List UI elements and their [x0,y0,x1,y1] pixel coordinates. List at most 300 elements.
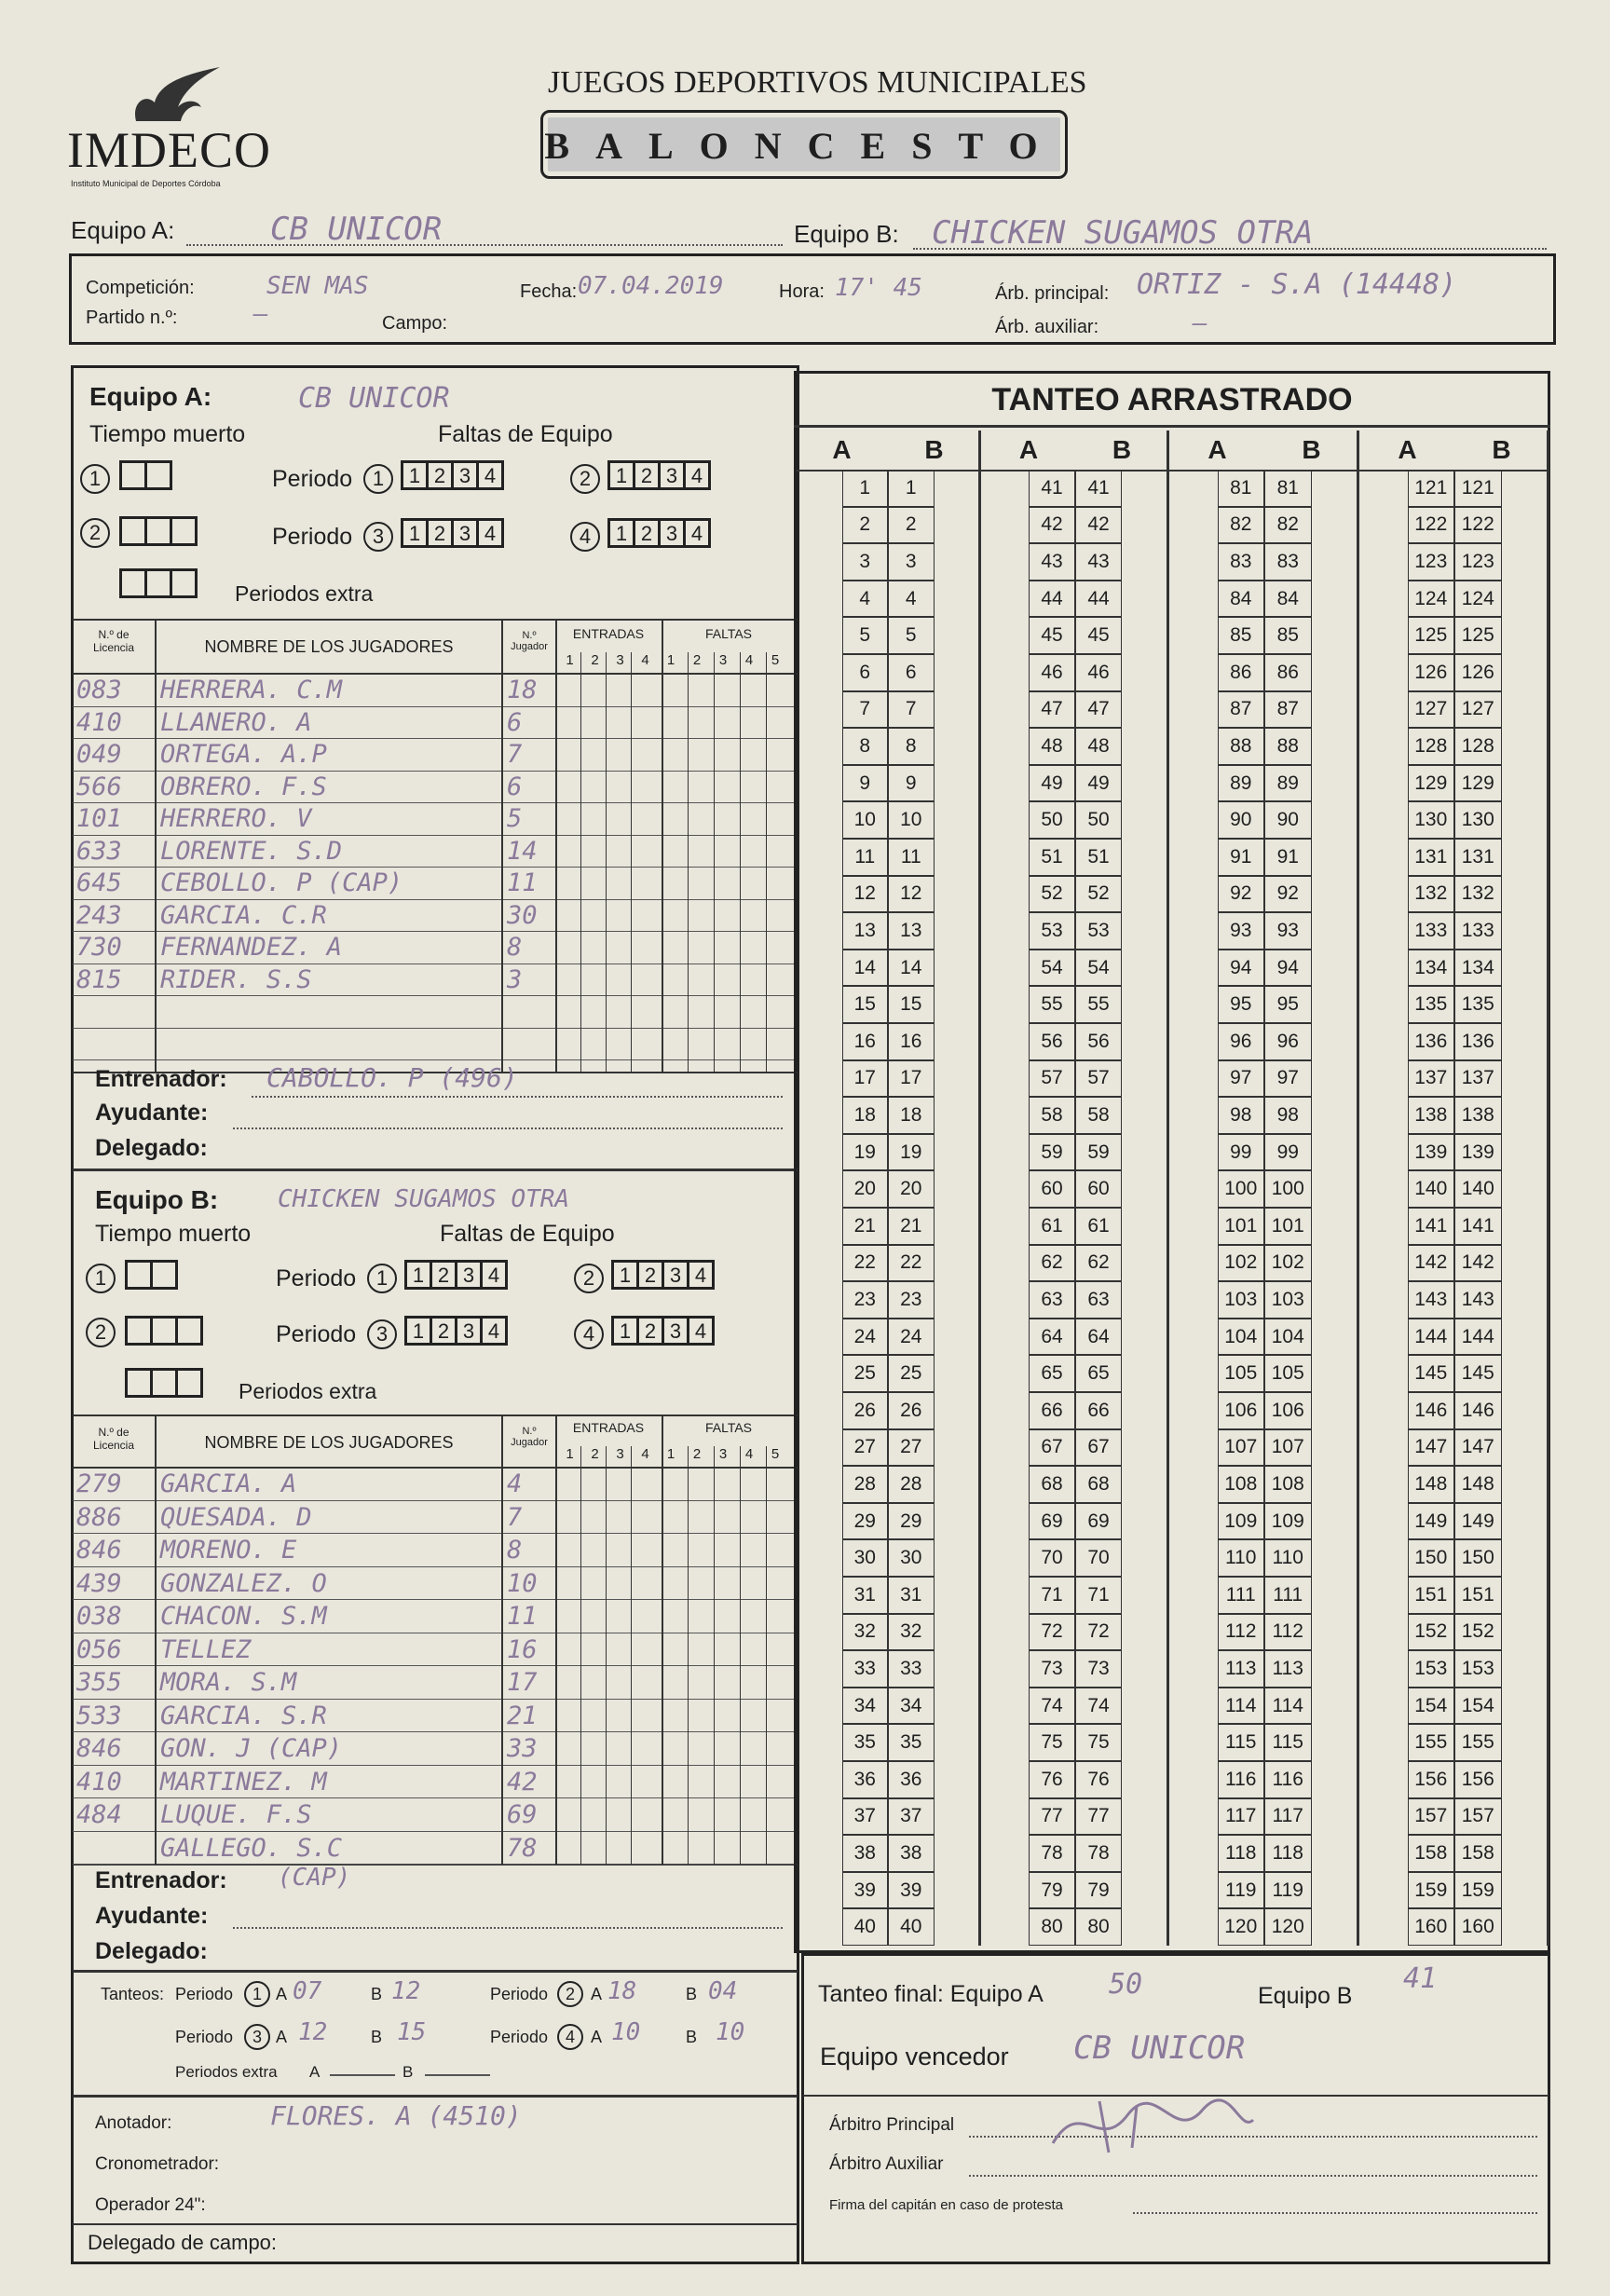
team-b-timeouts-2[interactable] [125,1316,200,1350]
score-cell-a[interactable]: 126 [1408,654,1455,691]
score-cell-b[interactable]: 75 [1075,1724,1122,1761]
score-cell-b[interactable]: 104 [1264,1319,1312,1356]
score-cell-a[interactable]: 48 [1029,728,1075,765]
score-cell-b[interactable]: 101 [1264,1208,1312,1245]
score-cell-a[interactable]: 89 [1218,765,1265,802]
score-cell-b[interactable]: 145 [1454,1355,1502,1392]
score-cell-b[interactable]: 135 [1454,986,1502,1023]
score-cell-b[interactable]: 157 [1454,1798,1502,1836]
score-cell-a[interactable]: 16 [842,1023,889,1060]
score-cell-a[interactable]: 138 [1408,1097,1455,1134]
score-cell-a[interactable]: 60 [1029,1170,1075,1208]
score-cell-b[interactable]: 152 [1454,1614,1502,1651]
score-cell-a[interactable]: 123 [1408,543,1455,581]
score-cell-b[interactable]: 117 [1264,1798,1312,1836]
score-cell-b[interactable]: 23 [888,1281,935,1319]
score-cell-b[interactable]: 48 [1075,728,1122,765]
score-cell-b[interactable]: 127 [1454,691,1502,729]
score-cell-a[interactable]: 27 [842,1429,889,1467]
score-cell-b[interactable]: 109 [1264,1503,1312,1540]
score-cell-a[interactable]: 156 [1408,1761,1455,1798]
team-a-fouls-p2[interactable]: 1 2 3 4 [607,460,708,490]
score-cell-a[interactable]: 47 [1029,691,1075,729]
score-cell-b[interactable]: 90 [1264,801,1312,839]
score-cell-a[interactable]: 24 [842,1319,889,1356]
score-cell-a[interactable]: 63 [1029,1281,1075,1319]
score-cell-a[interactable]: 26 [842,1392,889,1429]
score-cell-b[interactable]: 112 [1264,1614,1312,1651]
score-cell-a[interactable]: 45 [1029,617,1075,654]
score-cell-a[interactable]: 2 [842,507,889,544]
score-cell-a[interactable]: 76 [1029,1761,1075,1798]
score-cell-a[interactable]: 134 [1408,950,1455,987]
score-cell-a[interactable]: 143 [1408,1281,1455,1319]
score-cell-a[interactable]: 68 [1029,1466,1075,1503]
score-cell-b[interactable]: 92 [1264,876,1312,913]
score-cell-a[interactable]: 61 [1029,1208,1075,1245]
score-cell-a[interactable]: 117 [1218,1798,1265,1836]
score-cell-a[interactable]: 78 [1029,1835,1075,1872]
score-cell-a[interactable]: 15 [842,986,889,1023]
score-cell-b[interactable]: 118 [1264,1835,1312,1872]
score-cell-b[interactable]: 35 [888,1724,935,1761]
score-cell-b[interactable]: 43 [1075,543,1122,581]
score-cell-a[interactable]: 77 [1029,1798,1075,1836]
score-cell-a[interactable]: 28 [842,1466,889,1503]
score-cell-b[interactable]: 1 [888,470,935,507]
score-cell-b[interactable]: 19 [888,1134,935,1171]
score-cell-a[interactable]: 52 [1029,876,1075,913]
score-cell-b[interactable]: 120 [1264,1908,1312,1946]
score-cell-a[interactable]: 127 [1408,691,1455,729]
score-cell-b[interactable]: 124 [1454,581,1502,618]
score-cell-b[interactable]: 150 [1454,1539,1502,1577]
score-cell-a[interactable]: 51 [1029,839,1075,876]
score-cell-b[interactable]: 105 [1264,1355,1312,1392]
score-cell-a[interactable]: 41 [1029,470,1075,507]
score-cell-b[interactable]: 143 [1454,1281,1502,1319]
score-cell-a[interactable]: 115 [1218,1724,1265,1761]
score-cell-a[interactable]: 65 [1029,1355,1075,1392]
score-cell-b[interactable]: 3 [888,543,935,581]
score-cell-b[interactable]: 129 [1454,765,1502,802]
score-cell-b[interactable]: 40 [888,1908,935,1946]
team-a-timeouts-extra[interactable] [119,568,195,603]
score-cell-a[interactable]: 20 [842,1170,889,1208]
score-cell-b[interactable]: 8 [888,728,935,765]
score-cell-a[interactable]: 40 [842,1908,889,1946]
score-cell-a[interactable]: 95 [1218,986,1265,1023]
score-cell-b[interactable]: 10 [888,801,935,839]
score-cell-a[interactable]: 159 [1408,1872,1455,1909]
score-cell-a[interactable]: 30 [842,1539,889,1577]
score-cell-a[interactable]: 19 [842,1134,889,1171]
score-cell-b[interactable]: 13 [888,912,935,950]
score-cell-a[interactable]: 107 [1218,1429,1265,1467]
score-cell-a[interactable]: 25 [842,1355,889,1392]
score-cell-b[interactable]: 2 [888,507,935,544]
score-cell-b[interactable]: 63 [1075,1281,1122,1319]
score-cell-a[interactable]: 79 [1029,1872,1075,1909]
score-cell-a[interactable]: 113 [1218,1650,1265,1688]
score-cell-a[interactable]: 155 [1408,1724,1455,1761]
score-cell-b[interactable]: 32 [888,1614,935,1651]
score-cell-a[interactable]: 151 [1408,1577,1455,1614]
score-cell-b[interactable]: 123 [1454,543,1502,581]
score-cell-b[interactable]: 47 [1075,691,1122,729]
score-cell-b[interactable]: 6 [888,654,935,691]
score-cell-a[interactable]: 82 [1218,507,1265,544]
score-cell-b[interactable]: 98 [1264,1097,1312,1134]
score-cell-a[interactable]: 96 [1218,1023,1265,1060]
score-cell-b[interactable]: 130 [1454,801,1502,839]
score-cell-a[interactable]: 144 [1408,1319,1455,1356]
score-cell-b[interactable]: 21 [888,1208,935,1245]
score-cell-b[interactable]: 84 [1264,581,1312,618]
score-cell-a[interactable]: 32 [842,1614,889,1651]
score-cell-b[interactable]: 148 [1454,1466,1502,1503]
score-cell-b[interactable]: 73 [1075,1650,1122,1688]
score-cell-b[interactable]: 149 [1454,1503,1502,1540]
score-cell-a[interactable]: 84 [1218,581,1265,618]
score-cell-b[interactable]: 37 [888,1798,935,1836]
score-cell-a[interactable]: 38 [842,1835,889,1872]
score-cell-b[interactable]: 156 [1454,1761,1502,1798]
score-cell-b[interactable]: 87 [1264,691,1312,729]
score-cell-b[interactable]: 54 [1075,950,1122,987]
score-cell-b[interactable]: 45 [1075,617,1122,654]
score-cell-a[interactable]: 35 [842,1724,889,1761]
score-cell-b[interactable]: 137 [1454,1060,1502,1098]
score-cell-b[interactable]: 116 [1264,1761,1312,1798]
score-cell-a[interactable]: 31 [842,1577,889,1614]
score-cell-b[interactable]: 17 [888,1060,935,1098]
score-cell-a[interactable]: 91 [1218,839,1265,876]
score-cell-a[interactable]: 109 [1218,1503,1265,1540]
score-cell-a[interactable]: 112 [1218,1614,1265,1651]
score-cell-b[interactable]: 60 [1075,1170,1122,1208]
score-cell-b[interactable]: 151 [1454,1577,1502,1614]
score-cell-b[interactable]: 119 [1264,1872,1312,1909]
score-cell-a[interactable]: 37 [842,1798,889,1836]
score-cell-b[interactable]: 28 [888,1466,935,1503]
score-cell-a[interactable]: 87 [1218,691,1265,729]
score-cell-b[interactable]: 9 [888,765,935,802]
score-cell-a[interactable]: 11 [842,839,889,876]
score-cell-a[interactable]: 42 [1029,507,1075,544]
score-cell-a[interactable]: 50 [1029,801,1075,839]
score-cell-a[interactable]: 54 [1029,950,1075,987]
score-cell-b[interactable]: 31 [888,1577,935,1614]
score-cell-b[interactable]: 160 [1454,1908,1502,1946]
score-cell-b[interactable]: 49 [1075,765,1122,802]
score-cell-b[interactable]: 122 [1454,507,1502,544]
score-cell-b[interactable]: 144 [1454,1319,1502,1356]
score-cell-a[interactable]: 158 [1408,1835,1455,1872]
score-cell-a[interactable]: 128 [1408,728,1455,765]
score-cell-b[interactable]: 71 [1075,1577,1122,1614]
score-cell-a[interactable]: 137 [1408,1060,1455,1098]
score-cell-a[interactable]: 106 [1218,1392,1265,1429]
score-cell-a[interactable]: 147 [1408,1429,1455,1467]
score-cell-b[interactable]: 85 [1264,617,1312,654]
score-cell-b[interactable]: 11 [888,839,935,876]
score-cell-a[interactable]: 111 [1218,1577,1265,1614]
score-cell-a[interactable]: 94 [1218,950,1265,987]
score-cell-b[interactable]: 91 [1264,839,1312,876]
score-cell-a[interactable]: 120 [1218,1908,1265,1946]
score-cell-b[interactable]: 97 [1264,1060,1312,1098]
score-cell-b[interactable]: 140 [1454,1170,1502,1208]
score-cell-a[interactable]: 101 [1218,1208,1265,1245]
score-cell-a[interactable]: 33 [842,1650,889,1688]
score-cell-a[interactable]: 121 [1408,470,1455,507]
score-cell-a[interactable]: 132 [1408,876,1455,913]
score-cell-a[interactable]: 8 [842,728,889,765]
score-cell-b[interactable]: 94 [1264,950,1312,987]
score-cell-a[interactable]: 83 [1218,543,1265,581]
score-cell-a[interactable]: 141 [1408,1208,1455,1245]
team-b-fouls-p3[interactable]: 1 2 3 4 [404,1316,505,1346]
score-cell-b[interactable]: 102 [1264,1245,1312,1282]
score-cell-b[interactable]: 103 [1264,1281,1312,1319]
score-cell-b[interactable]: 7 [888,691,935,729]
team-b-timeouts-1[interactable] [125,1260,175,1294]
score-cell-a[interactable]: 72 [1029,1614,1075,1651]
score-cell-b[interactable]: 27 [888,1429,935,1467]
score-cell-b[interactable]: 111 [1264,1577,1312,1614]
score-cell-a[interactable]: 13 [842,912,889,950]
score-cell-b[interactable]: 51 [1075,839,1122,876]
score-cell-a[interactable]: 104 [1218,1319,1265,1356]
score-cell-a[interactable]: 14 [842,950,889,987]
score-cell-b[interactable]: 5 [888,617,935,654]
score-cell-b[interactable]: 134 [1454,950,1502,987]
score-cell-a[interactable]: 71 [1029,1577,1075,1614]
score-cell-b[interactable]: 77 [1075,1798,1122,1836]
score-cell-b[interactable]: 64 [1075,1319,1122,1356]
score-cell-a[interactable]: 85 [1218,617,1265,654]
score-cell-b[interactable]: 133 [1454,912,1502,950]
score-cell-a[interactable]: 139 [1408,1134,1455,1171]
score-cell-b[interactable]: 83 [1264,543,1312,581]
score-cell-b[interactable]: 30 [888,1539,935,1577]
score-cell-a[interactable]: 22 [842,1245,889,1282]
score-cell-a[interactable]: 49 [1029,765,1075,802]
score-cell-b[interactable]: 82 [1264,507,1312,544]
score-cell-a[interactable]: 4 [842,581,889,618]
score-cell-a[interactable]: 59 [1029,1134,1075,1171]
score-cell-b[interactable]: 95 [1264,986,1312,1023]
score-cell-a[interactable]: 124 [1408,581,1455,618]
score-cell-b[interactable]: 16 [888,1023,935,1060]
score-cell-a[interactable]: 1 [842,470,889,507]
score-cell-a[interactable]: 103 [1218,1281,1265,1319]
score-cell-b[interactable]: 67 [1075,1429,1122,1467]
score-cell-b[interactable]: 66 [1075,1392,1122,1429]
score-cell-a[interactable]: 146 [1408,1392,1455,1429]
score-cell-b[interactable]: 39 [888,1872,935,1909]
score-cell-b[interactable]: 58 [1075,1097,1122,1134]
score-cell-b[interactable]: 139 [1454,1134,1502,1171]
score-cell-a[interactable]: 73 [1029,1650,1075,1688]
score-cell-b[interactable]: 41 [1075,470,1122,507]
score-cell-a[interactable]: 5 [842,617,889,654]
team-a-timeouts-2[interactable] [119,516,195,551]
score-cell-a[interactable]: 114 [1218,1688,1265,1725]
score-cell-b[interactable]: 36 [888,1761,935,1798]
score-cell-a[interactable]: 98 [1218,1097,1265,1134]
score-cell-b[interactable]: 33 [888,1650,935,1688]
score-cell-b[interactable]: 15 [888,986,935,1023]
score-cell-a[interactable]: 142 [1408,1245,1455,1282]
score-cell-a[interactable]: 57 [1029,1060,1075,1098]
score-cell-a[interactable]: 80 [1029,1908,1075,1946]
score-cell-b[interactable]: 115 [1264,1724,1312,1761]
score-cell-b[interactable]: 93 [1264,912,1312,950]
score-cell-b[interactable]: 125 [1454,617,1502,654]
score-cell-b[interactable]: 50 [1075,801,1122,839]
score-cell-a[interactable]: 6 [842,654,889,691]
score-cell-b[interactable]: 14 [888,950,935,987]
score-cell-b[interactable]: 126 [1454,654,1502,691]
team-b-fouls-p1[interactable]: 1 2 3 4 [404,1260,505,1290]
score-cell-b[interactable]: 25 [888,1355,935,1392]
score-cell-b[interactable]: 55 [1075,986,1122,1023]
score-cell-a[interactable]: 62 [1029,1245,1075,1282]
score-cell-a[interactable]: 130 [1408,801,1455,839]
score-cell-b[interactable]: 88 [1264,728,1312,765]
score-cell-a[interactable]: 97 [1218,1060,1265,1098]
score-cell-b[interactable]: 44 [1075,581,1122,618]
score-cell-b[interactable]: 128 [1454,728,1502,765]
score-cell-b[interactable]: 153 [1454,1650,1502,1688]
score-cell-a[interactable]: 58 [1029,1097,1075,1134]
score-cell-a[interactable]: 34 [842,1688,889,1725]
score-cell-a[interactable]: 67 [1029,1429,1075,1467]
score-cell-b[interactable]: 159 [1454,1872,1502,1909]
score-cell-a[interactable]: 75 [1029,1724,1075,1761]
score-cell-a[interactable]: 46 [1029,654,1075,691]
score-cell-b[interactable]: 70 [1075,1539,1122,1577]
score-cell-b[interactable]: 56 [1075,1023,1122,1060]
score-cell-a[interactable]: 44 [1029,581,1075,618]
score-cell-b[interactable]: 110 [1264,1539,1312,1577]
score-cell-b[interactable]: 61 [1075,1208,1122,1245]
score-cell-a[interactable]: 122 [1408,507,1455,544]
score-cell-a[interactable]: 86 [1218,654,1265,691]
team-a-fouls-p1[interactable]: 1 2 3 4 [401,460,501,490]
score-cell-b[interactable]: 155 [1454,1724,1502,1761]
score-cell-a[interactable]: 10 [842,801,889,839]
score-cell-a[interactable]: 160 [1408,1908,1455,1946]
score-cell-a[interactable]: 108 [1218,1466,1265,1503]
score-cell-b[interactable]: 146 [1454,1392,1502,1429]
score-cell-b[interactable]: 121 [1454,470,1502,507]
score-cell-a[interactable]: 140 [1408,1170,1455,1208]
score-cell-b[interactable]: 158 [1454,1835,1502,1872]
score-cell-a[interactable]: 152 [1408,1614,1455,1651]
score-cell-a[interactable]: 149 [1408,1503,1455,1540]
score-cell-a[interactable]: 157 [1408,1798,1455,1836]
score-cell-b[interactable]: 69 [1075,1503,1122,1540]
score-cell-b[interactable]: 29 [888,1503,935,1540]
score-cell-b[interactable]: 136 [1454,1023,1502,1060]
score-cell-a[interactable]: 153 [1408,1650,1455,1688]
score-cell-b[interactable]: 99 [1264,1134,1312,1171]
team-a-fouls-p3[interactable]: 1 2 3 4 [401,518,501,548]
team-b-timeouts-extra[interactable] [125,1368,200,1402]
score-cell-a[interactable]: 136 [1408,1023,1455,1060]
score-cell-a[interactable]: 66 [1029,1392,1075,1429]
score-cell-a[interactable]: 64 [1029,1319,1075,1356]
score-cell-a[interactable]: 105 [1218,1355,1265,1392]
score-cell-a[interactable]: 145 [1408,1355,1455,1392]
score-cell-b[interactable]: 4 [888,581,935,618]
score-cell-b[interactable]: 78 [1075,1835,1122,1872]
score-cell-a[interactable]: 29 [842,1503,889,1540]
score-cell-b[interactable]: 108 [1264,1466,1312,1503]
score-cell-a[interactable]: 93 [1218,912,1265,950]
score-cell-a[interactable]: 133 [1408,912,1455,950]
team-b-fouls-p2[interactable]: 1 2 3 4 [611,1260,712,1290]
score-cell-a[interactable]: 116 [1218,1761,1265,1798]
score-cell-b[interactable]: 26 [888,1392,935,1429]
score-cell-a[interactable]: 39 [842,1872,889,1909]
score-cell-b[interactable]: 107 [1264,1429,1312,1467]
score-cell-b[interactable]: 89 [1264,765,1312,802]
score-cell-b[interactable]: 46 [1075,654,1122,691]
score-cell-a[interactable]: 70 [1029,1539,1075,1577]
score-cell-b[interactable]: 96 [1264,1023,1312,1060]
score-cell-a[interactable]: 154 [1408,1688,1455,1725]
score-cell-a[interactable]: 74 [1029,1688,1075,1725]
score-cell-a[interactable]: 69 [1029,1503,1075,1540]
score-cell-b[interactable]: 141 [1454,1208,1502,1245]
score-cell-b[interactable]: 142 [1454,1245,1502,1282]
score-cell-b[interactable]: 79 [1075,1872,1122,1909]
score-cell-a[interactable]: 118 [1218,1835,1265,1872]
score-cell-a[interactable]: 55 [1029,986,1075,1023]
score-cell-b[interactable]: 154 [1454,1688,1502,1725]
score-cell-b[interactable]: 72 [1075,1614,1122,1651]
score-cell-a[interactable]: 18 [842,1097,889,1134]
score-cell-a[interactable]: 21 [842,1208,889,1245]
score-cell-b[interactable]: 22 [888,1245,935,1282]
score-cell-a[interactable]: 36 [842,1761,889,1798]
score-cell-a[interactable]: 129 [1408,765,1455,802]
score-cell-a[interactable]: 110 [1218,1539,1265,1577]
score-cell-a[interactable]: 12 [842,876,889,913]
score-cell-a[interactable]: 102 [1218,1245,1265,1282]
score-cell-a[interactable]: 135 [1408,986,1455,1023]
score-cell-a[interactable]: 100 [1218,1170,1265,1208]
score-cell-b[interactable]: 131 [1454,839,1502,876]
score-cell-b[interactable]: 57 [1075,1060,1122,1098]
score-cell-b[interactable]: 147 [1454,1429,1502,1467]
score-cell-a[interactable]: 119 [1218,1872,1265,1909]
score-cell-b[interactable]: 62 [1075,1245,1122,1282]
score-cell-a[interactable]: 3 [842,543,889,581]
score-cell-b[interactable]: 34 [888,1688,935,1725]
score-cell-b[interactable]: 20 [888,1170,935,1208]
score-cell-a[interactable]: 9 [842,765,889,802]
score-cell-a[interactable]: 90 [1218,801,1265,839]
score-cell-b[interactable]: 80 [1075,1908,1122,1946]
score-cell-a[interactable]: 125 [1408,617,1455,654]
score-cell-b[interactable]: 18 [888,1097,935,1134]
score-cell-b[interactable]: 76 [1075,1761,1122,1798]
